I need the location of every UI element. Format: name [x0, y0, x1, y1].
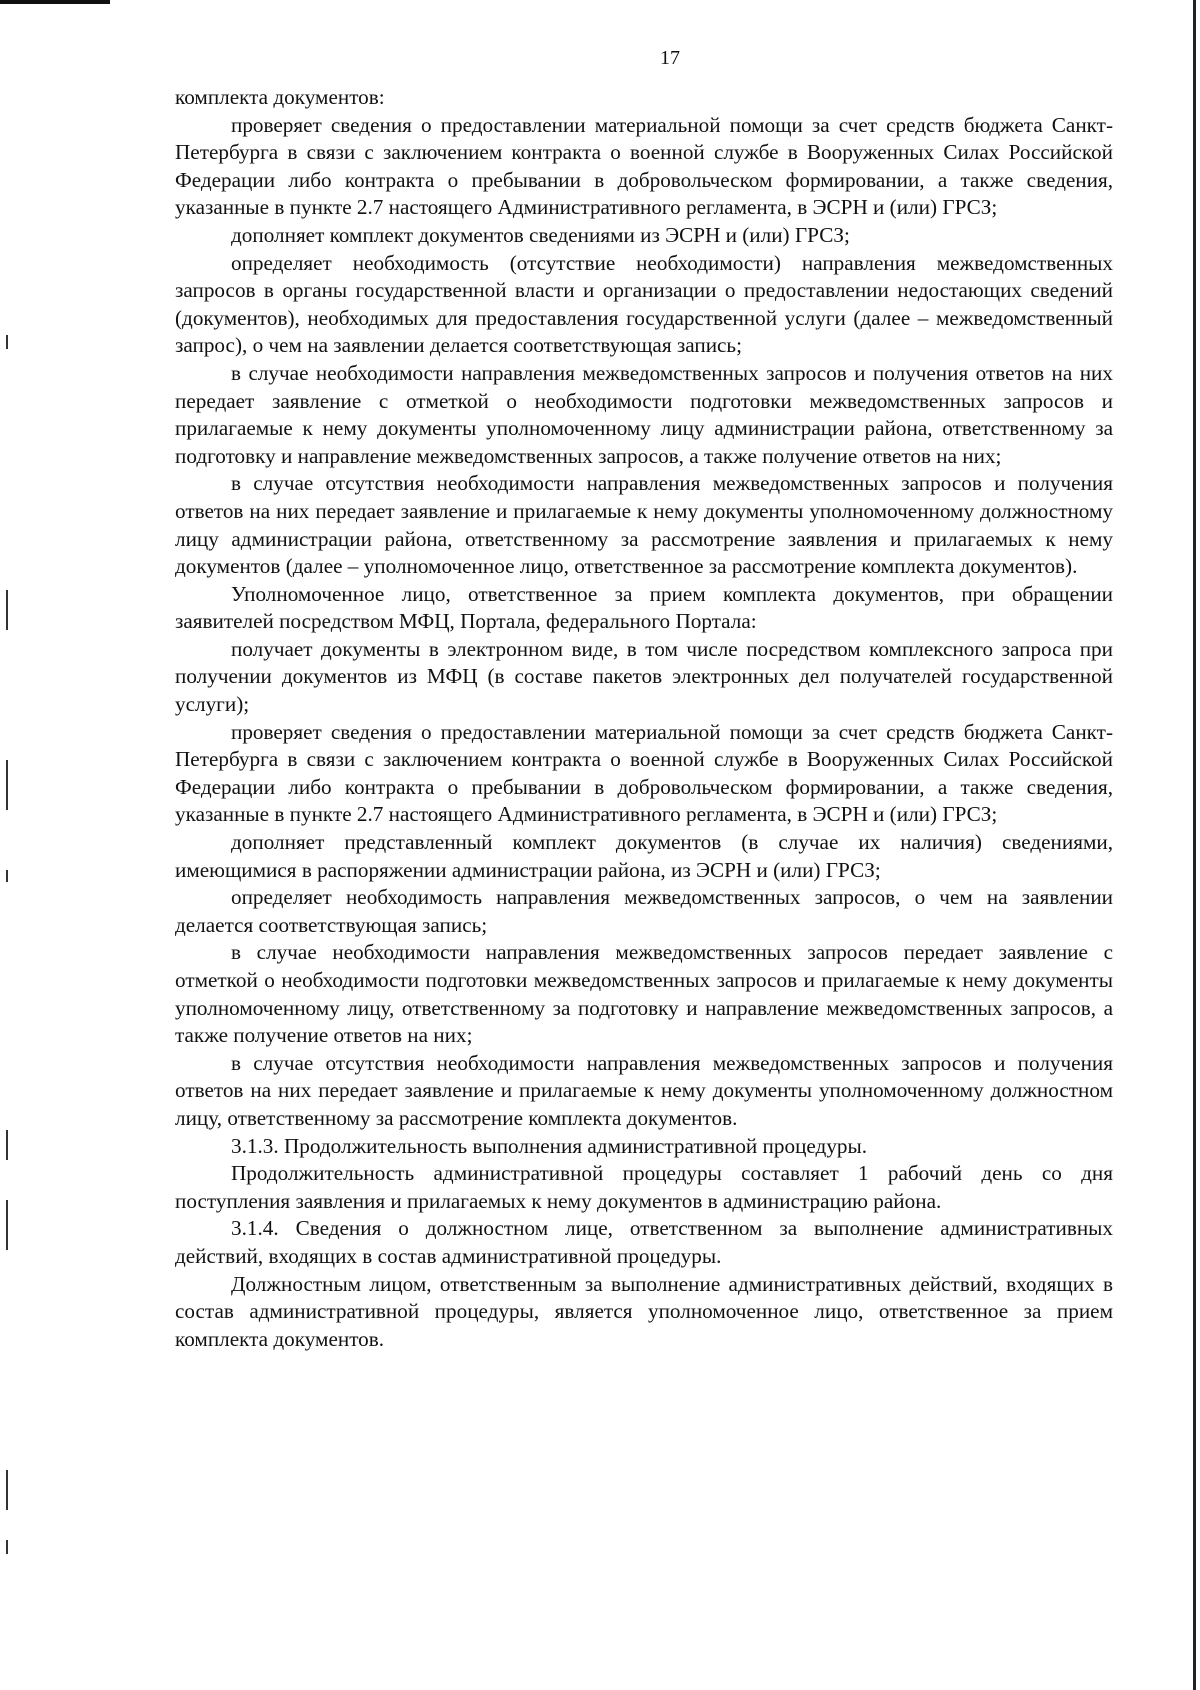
paragraph: Продолжительность административной процедуры составляет 1 рабочий день со дня поступления заявления и прилагаемых к нему документов в администрацию района. [175, 1161, 1113, 1213]
paragraph: Уполномоченное лицо, ответственное за прием комплекта документов, при обращении заявителей посредством МФЦ, Портала, федерального Портала: [175, 581, 1113, 634]
paragraph: получает документы в электронном виде, в том числе посредством комплексного запроса при получении документов из МФЦ (в составе пакетов электронных дел получателей государственной услуги); [175, 636, 1113, 717]
paragraph: проверяет сведения о предоставлении материальной помощи за счет средств бюджета Санкт-Петербурга в связи с заключением контракта о военной службе в Вооруженных Силах Российской Федерации либо контракта о пребывании в добровольческом формировании, а также сведения, указанные в пункте 2.7 настоящего Административного регламента, в ЭСРН и (или) ГРСЗ; [175, 112, 1113, 220]
paragraph: Должностным лицом, ответственным за выполнение административных действий, входящих в состав административной процедуры, является уполномоченное лицо, ответственное за прием комплекта документов. [175, 1271, 1113, 1351]
scan-artifact-left-tick [6, 1470, 8, 1510]
scan-artifact-top [0, 0, 110, 4]
paragraph: комплекта документов: [175, 85, 385, 109]
scan-artifact-left-tick [6, 1540, 8, 1554]
paragraph: дополняет представленный комплект документов (в случае их наличия) сведениями, имеющимися в распоряжении администрации района, из ЭСРН и (или) ГРСЗ; [175, 830, 1113, 882]
scan-artifact-left-tick [6, 1130, 8, 1160]
scan-artifact-left-tick [6, 760, 8, 810]
scan-artifact-left-tick [6, 335, 8, 349]
page-number: 17 [660, 47, 680, 69]
paragraph: определяет необходимость направления межведомственных запросов, о чем на заявлении делается соответствующая запись; [175, 885, 1113, 937]
paragraph: определяет необходимость (отсутствие необходимости) направления межведомственных запросов в органы государственной власти и организации о предоставлении недостающих сведений (документов), необходимых для предоставления государственной услуги (далее – межведомственный запрос), о чем на заявлении делается соответствующая запись; [175, 250, 1113, 358]
paragraph: в случае отсутствия необходимости направления межведомственных запросов и получения ответов на них передает заявление и прилагаемые к нему документы уполномоченному должностном лицу, ответственному за рассмотрение комплекта документов. [175, 1050, 1113, 1130]
section-heading: 3.1.3. Продолжительность выполнения административной процедуры. [231, 1133, 868, 1158]
scan-artifact-left-tick [6, 870, 8, 882]
paragraph: дополняет комплект документов сведениями из ЭСРН и (или) ГРСЗ; [231, 222, 850, 247]
paragraph: проверяет сведения о предоставлении материальной помощи за счет средств бюджета Санкт-Петербурга в связи с заключением контракта о военной службе в Вооруженных Силах Российской Федерации либо контракта о пребывании в добровольческом формировании, а также сведения, указанные в пункте 2.7 настоящего Административного регламента, в ЭСРН и (или) ГРСЗ; [175, 719, 1113, 827]
scan-artifact-left-tick [6, 590, 8, 630]
paragraph: в случае отсутствия необходимости направления межведомственных запросов и получения ответов на них передает заявление и прилагаемые к нему документы уполномоченному должностному лицу администрации района, ответственному за рассмотрение заявления и прилагаемых к нему документов (далее – уполномоченное лицо, ответственное за рассмотрение комплекта документов). [175, 471, 1113, 579]
section-heading: 3.1.4. Сведения о должностном лице, ответственном за выполнение административных действий, входящих в состав административной процедуры. [175, 1216, 1113, 1268]
scan-artifact-left-tick [6, 1200, 8, 1250]
paragraph: в случае необходимости направления межведомственных запросов передает заявление с отметкой о необходимости подготовки межведомственных запросов и прилагаемые к нему документы уполномоченному лицу, ответственному за подготовку и направление межведомственных запросов, а также получение ответов на них; [175, 940, 1113, 1048]
paragraph: в случае необходимости направления межведомственных запросов и получения ответов на них передает заявление с отметкой о необходимости подготовки межведомственных запросов и прилагаемые к нему документы уполномоченному лицу администрации района, ответственному за подготовку и направление межведомственных запросов, а также получение ответов на них; [175, 360, 1113, 468]
document-body [175, 84, 1113, 1353]
scan-artifact-right-edge [1193, 0, 1196, 1690]
